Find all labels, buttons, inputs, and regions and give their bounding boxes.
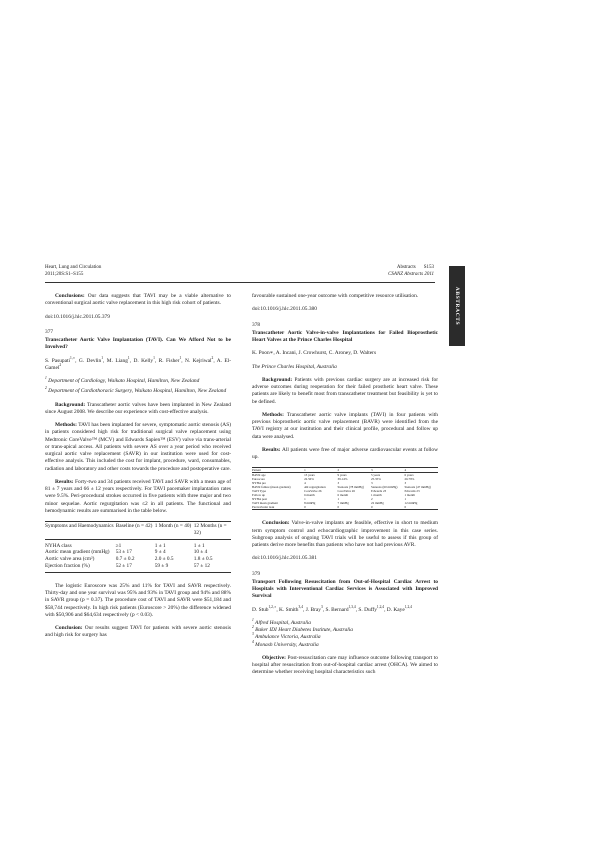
affiliation-3: $^3$ Ambulance Victoria, Australia bbox=[252, 632, 321, 641]
journal-name: Heart, Lung and Circulation bbox=[45, 265, 102, 270]
table-cell: 3 bbox=[371, 481, 373, 486]
abstract-number: 377 bbox=[45, 328, 54, 335]
table-header-cell: 2 bbox=[338, 468, 371, 473]
abstract-authors: K. Poon∗, A. Incani, J. Crowhurst, C. Aroney, D. Walters bbox=[252, 350, 377, 357]
affiliation-1: $^1$ Department of Cardiology, Waikato Hospital, Hamilton, New Zealand bbox=[45, 376, 200, 384]
table-cell: 1 month bbox=[371, 493, 382, 498]
results-label: Results: bbox=[55, 478, 74, 485]
table-cell: CoreValve 26 bbox=[304, 489, 322, 494]
table-cell: AR regurgitation bbox=[304, 485, 326, 490]
table-header-cell: 1 Month (n = 40) bbox=[155, 522, 194, 540]
abstract-title: Transcatheter Aortic Valve Implantation (TAVI). Can We Afford Not to be Involved? bbox=[45, 337, 231, 351]
affiliation-1: $^1$ Alfred Hospital, Australia bbox=[252, 617, 311, 626]
conclusion-label: Conclusions: bbox=[55, 293, 85, 299]
table-cell: 9 years bbox=[337, 473, 347, 478]
table-cell: Follow up bbox=[252, 493, 266, 498]
table-header-cell: 4 bbox=[404, 468, 438, 473]
right-column bbox=[252, 293, 438, 683]
table-cell: 3 bbox=[337, 481, 340, 486]
table-row bbox=[45, 563, 231, 572]
table-cell: Edwards 23 bbox=[371, 489, 387, 494]
abstract-conclusion bbox=[252, 520, 438, 549]
table-cell: CoreValve 26 bbox=[337, 489, 355, 494]
table-cell: 6 years bbox=[404, 473, 414, 478]
doi-link[interactable]: doi:10.1016/j.hlc.2011.05.381 bbox=[252, 555, 317, 562]
affiliation: The Prince Charles Hospital, Australia bbox=[252, 363, 337, 370]
table-cell: 2 bbox=[371, 497, 373, 502]
objective-text: Post-resuscitation care may influence outcome following transport to hospital after resuscitation from out-of-hospital cardiac arrest (OHCA). We aimed to determine whether receiving hospital characteristics such bbox=[252, 654, 438, 676]
table-cell: Stenosis (60 mmHg) bbox=[371, 485, 398, 490]
results-label: Results: bbox=[262, 446, 281, 453]
page-number: S153 bbox=[423, 265, 434, 270]
abstract-background bbox=[45, 402, 231, 417]
table-cell: 9 ± 4 bbox=[154, 549, 166, 556]
abstract-title: Transport Following Resuscitation from Out-of-Hospital Cardiac Arrest to Hospitals with Interventional Cardiac Services is Associated with Improved Survival bbox=[252, 578, 438, 600]
table-header-cell: Baseline (n = 42) bbox=[116, 522, 155, 540]
table-header-row bbox=[45, 522, 231, 540]
background-text: Transcatheter aortic valves have been implanted in New Zealand since August 2008. We describe our experience with cost-effective analysis. bbox=[45, 401, 231, 415]
table-header-cell: 3 bbox=[371, 468, 404, 473]
background-label: Background: bbox=[55, 401, 86, 408]
patient-table bbox=[252, 467, 438, 510]
table-cell: TAVI Type bbox=[252, 489, 267, 494]
table-cell: 0.7 ± 0.2 bbox=[115, 556, 135, 563]
table-cell: Ejection fraction (%) bbox=[45, 563, 116, 572]
table-cell: Aortic mean gradient (mmHg) bbox=[45, 549, 110, 556]
table-cell: NYHA class bbox=[45, 542, 72, 549]
table-cell: 22.56% bbox=[304, 477, 314, 482]
results-text: All patients were free of major adverse cardiovascular events at follow up. bbox=[252, 446, 438, 460]
header-rule bbox=[45, 282, 435, 283]
table-header-cell: 1 bbox=[304, 468, 337, 473]
table-cell: Paravalvular leak bbox=[252, 505, 304, 510]
table-cell: 1 bbox=[337, 497, 340, 502]
abstract-results bbox=[252, 447, 438, 462]
table-cell: Euroscore bbox=[252, 477, 265, 482]
table-cell: 0 bbox=[371, 505, 404, 510]
abstract-authors: D. Stub$^{1,2,∗}$, K. Smith$^{3,4}$, J. Bray$^3$, S. Bernard$^{1,3,4}$, S. Duffy$^{1,2,4}$, D. Kaye$^{1,2,4}$ bbox=[252, 604, 412, 613]
objective-label: Objective: bbox=[262, 654, 286, 661]
table-cell: 1 month bbox=[404, 493, 416, 498]
header-subtitle: CSANZ Abstracts 2011 bbox=[388, 271, 434, 277]
table-row bbox=[45, 556, 231, 563]
abstract-results bbox=[45, 479, 231, 515]
methods-label: Methods: bbox=[55, 422, 77, 428]
table-cell: BAVR age bbox=[252, 473, 266, 478]
background-text: Patients with previous cardiac surgery are at increased risk for adverse outcomes during reoperation for their failed prosthetic heart valve. These patients are likely to benefit most from transcatheter treatment but feasibility is yet to be defined. bbox=[252, 376, 438, 405]
table-cell: Stenosis (78 mmHg) bbox=[337, 485, 364, 490]
table-cell: BAVR failure (mean gradient) bbox=[252, 485, 291, 490]
abstract-methods bbox=[252, 412, 438, 441]
affiliation-2: $^2$ Department of Cardiothoracic Surgery, Waikato Hospital, Hamilton, New Zealand bbox=[45, 386, 227, 395]
abstract-376-conclusion bbox=[45, 293, 231, 308]
table-row bbox=[45, 539, 231, 549]
table-cell: 25.35% bbox=[371, 477, 381, 482]
left-column bbox=[45, 293, 231, 646]
doi-link[interactable]: doi:10.1016/j.hlc.2011.05.379 bbox=[45, 313, 110, 320]
abstract-methods bbox=[45, 422, 231, 473]
methods-text: TAVI has been implanted for severe, symptomatic aortic stenosis (AS) in patients considered high risk for traditional surgical valve replacement using Medtronic CoreValve™ (MCV) and Edwards Sapien™ (ESV) valve via trans-arterial or trans-apical access. All patients with severe AS over a year period who received surgical aortic valve replacement (SAVR) in our institution were used for cost-effective analysis. This included the cost for implant, procedure, ward, consumables, radiation and laboratory and other costs towards the procedure and postoperative care. bbox=[45, 422, 231, 472]
table-cell: 10 ± 4 bbox=[193, 549, 208, 556]
table-cell: Stenosis (47 mmHg) bbox=[404, 485, 431, 490]
table-cell: 2.0 ± 0.5 bbox=[154, 556, 174, 563]
table-cell: 3 bbox=[404, 481, 407, 486]
continued-text: favourable sustained one-year outcome with competitive resource utilisation. bbox=[252, 293, 419, 299]
table-cell: 1 bbox=[304, 497, 306, 502]
table-cell: 1 ± 1 bbox=[193, 542, 205, 549]
table-cell: Aortic valve area (cm²) bbox=[45, 556, 95, 563]
journal-citation: 2011;20S:S1–S155 bbox=[45, 271, 84, 277]
table-cell: Edwards 23 bbox=[404, 489, 420, 494]
table-cell: 1 bbox=[404, 497, 407, 502]
results-text: Forty-two and 34 patients received TAVI and SAVR with a mean age of 81 ± 7 years and 66 ± 12 years respectively. For TAVI pacemaker implantation rates were 9.5%. Peri-procedural strokes occurred in five patients with three major and two minor sequelae. Aortic regurgitation was ≤2 in all patients. The functional and hemodynamic results are summarised in the table below. bbox=[45, 478, 231, 514]
conclusion-label: Conclusion: bbox=[262, 520, 290, 527]
table-cell: 59 ± 9 bbox=[155, 563, 194, 572]
table-cell: 52 ± 17 bbox=[116, 563, 155, 572]
abstract-conclusion bbox=[45, 625, 231, 640]
conclusion-label: Conclusion: bbox=[55, 625, 83, 632]
table-cell: 13 years bbox=[304, 473, 315, 478]
table-cell: 53 ± 17 bbox=[115, 549, 132, 556]
table-cell: 5 years bbox=[371, 473, 381, 478]
table-header-cell: Symptoms and Haemodynamics bbox=[45, 522, 116, 540]
section-name: Abstracts bbox=[396, 265, 416, 270]
abstract-number: 379 bbox=[252, 570, 261, 577]
table-cell: 1 ± 1 bbox=[154, 542, 166, 549]
table-cell: NYHA pre bbox=[252, 481, 266, 486]
table-cell: 57 ± 12 bbox=[194, 563, 231, 572]
table-cell: 26.79% bbox=[404, 477, 415, 482]
side-tab-label: ABSTRACTS bbox=[454, 286, 460, 326]
running-header-right bbox=[344, 265, 434, 278]
table-cell: 39.14% bbox=[337, 477, 348, 482]
table-cell: 8 mmHg bbox=[304, 501, 316, 506]
table-cell: 7 mmHg bbox=[337, 501, 349, 506]
table-cell: TAVI mean gradient bbox=[252, 501, 278, 506]
table-cell: 4 bbox=[304, 481, 306, 486]
table-cell: 22 mmHg bbox=[371, 501, 384, 506]
methods-label: Methods: bbox=[262, 411, 284, 418]
abstract-title: Transcatheter Aortic Valve-in-valve Implantations for Failed Bioprosthetic Heart Valves at the Prince Charles Hospital bbox=[252, 329, 438, 343]
table-cell: NYHA post bbox=[252, 497, 268, 502]
affiliation-2: $^2$ Baker IDI Heart Diabetes Institute, Australia bbox=[252, 625, 353, 633]
doi-link[interactable]: doi:10.1016/j.hlc.2011.05.380 bbox=[252, 306, 317, 313]
running-header-left bbox=[45, 265, 101, 278]
table-cell: 6 month bbox=[304, 493, 315, 498]
section-side-tab bbox=[449, 266, 465, 346]
methods-text: Transcatheter aortic valve implants (TAVI) in four patients with previous bioprosthetic aortic valve replacement (BAVR) were identified from the TAVI registry at our institution and their clinical profile, procedural and follow up data were analysed. bbox=[252, 411, 438, 440]
background-label: Background: bbox=[262, 376, 293, 383]
abstract-authors: S. Pasupati$^{1,∗}$, G. Devlin$^1$, M. Liang$^1$, D. Kelly$^1$, R. Fisher$^1$, N. Kejriwal$^2$, A. El-Gamel$^2$ bbox=[45, 355, 231, 371]
table-cell: ≥1 bbox=[115, 542, 122, 549]
haemodynamics-table bbox=[45, 521, 231, 573]
table-cell: 12 mmHg bbox=[404, 501, 418, 506]
conclusion-text: Our data suggests that TAVI may be a viable alternative to conventional surgical aortic valve replacement in this high risk cohort of patients. bbox=[45, 293, 231, 307]
affiliation-4: $^4$ Monash University, Australia bbox=[252, 639, 319, 648]
table-header-cell: 12 Months (n = 32) bbox=[194, 522, 231, 540]
conclusion-text: Valve-in-valve implants are feasible, effective in short to medium term symptom control and echocardiographic improvement in this case series. Subgroup analysis of ongoing TAVI trials will be useful to assess if this group of patients derive more benefits than patients who have not had previous AVR. bbox=[252, 520, 438, 548]
table-row bbox=[252, 505, 438, 510]
table-header-cell: Patient bbox=[252, 468, 304, 473]
abstract-background bbox=[252, 377, 438, 406]
table-cell: 1.8 ± 0.5 bbox=[193, 556, 213, 563]
table-cell: 0 bbox=[338, 505, 371, 510]
table-cell: 0 bbox=[404, 505, 438, 510]
conclusion-text: Our results suggest TAVI for patients with severe aortic stenosis and high risk for surgery has bbox=[45, 625, 231, 639]
table-cell: 0 bbox=[304, 505, 337, 510]
abstract-objective bbox=[252, 655, 438, 677]
abstract-results-continued: The logistic Euroscore was 25% and 11% for TAVI and SAVR respectively. Thirty-day and one year survival was 95% and 93% in TAVI group and 94% and 88% in SAVR group (p = 0.37). The procedure cost of TAVI and SAVR were $51,184 and $58,744 respectively. In high risk patients (Euroscore > 20%) the difference widened with $50,906 and $64,634 respectively (p < 0.03). bbox=[45, 582, 231, 618]
abstract-number: 378 bbox=[252, 321, 261, 328]
table-cell: 6 month bbox=[337, 493, 349, 498]
